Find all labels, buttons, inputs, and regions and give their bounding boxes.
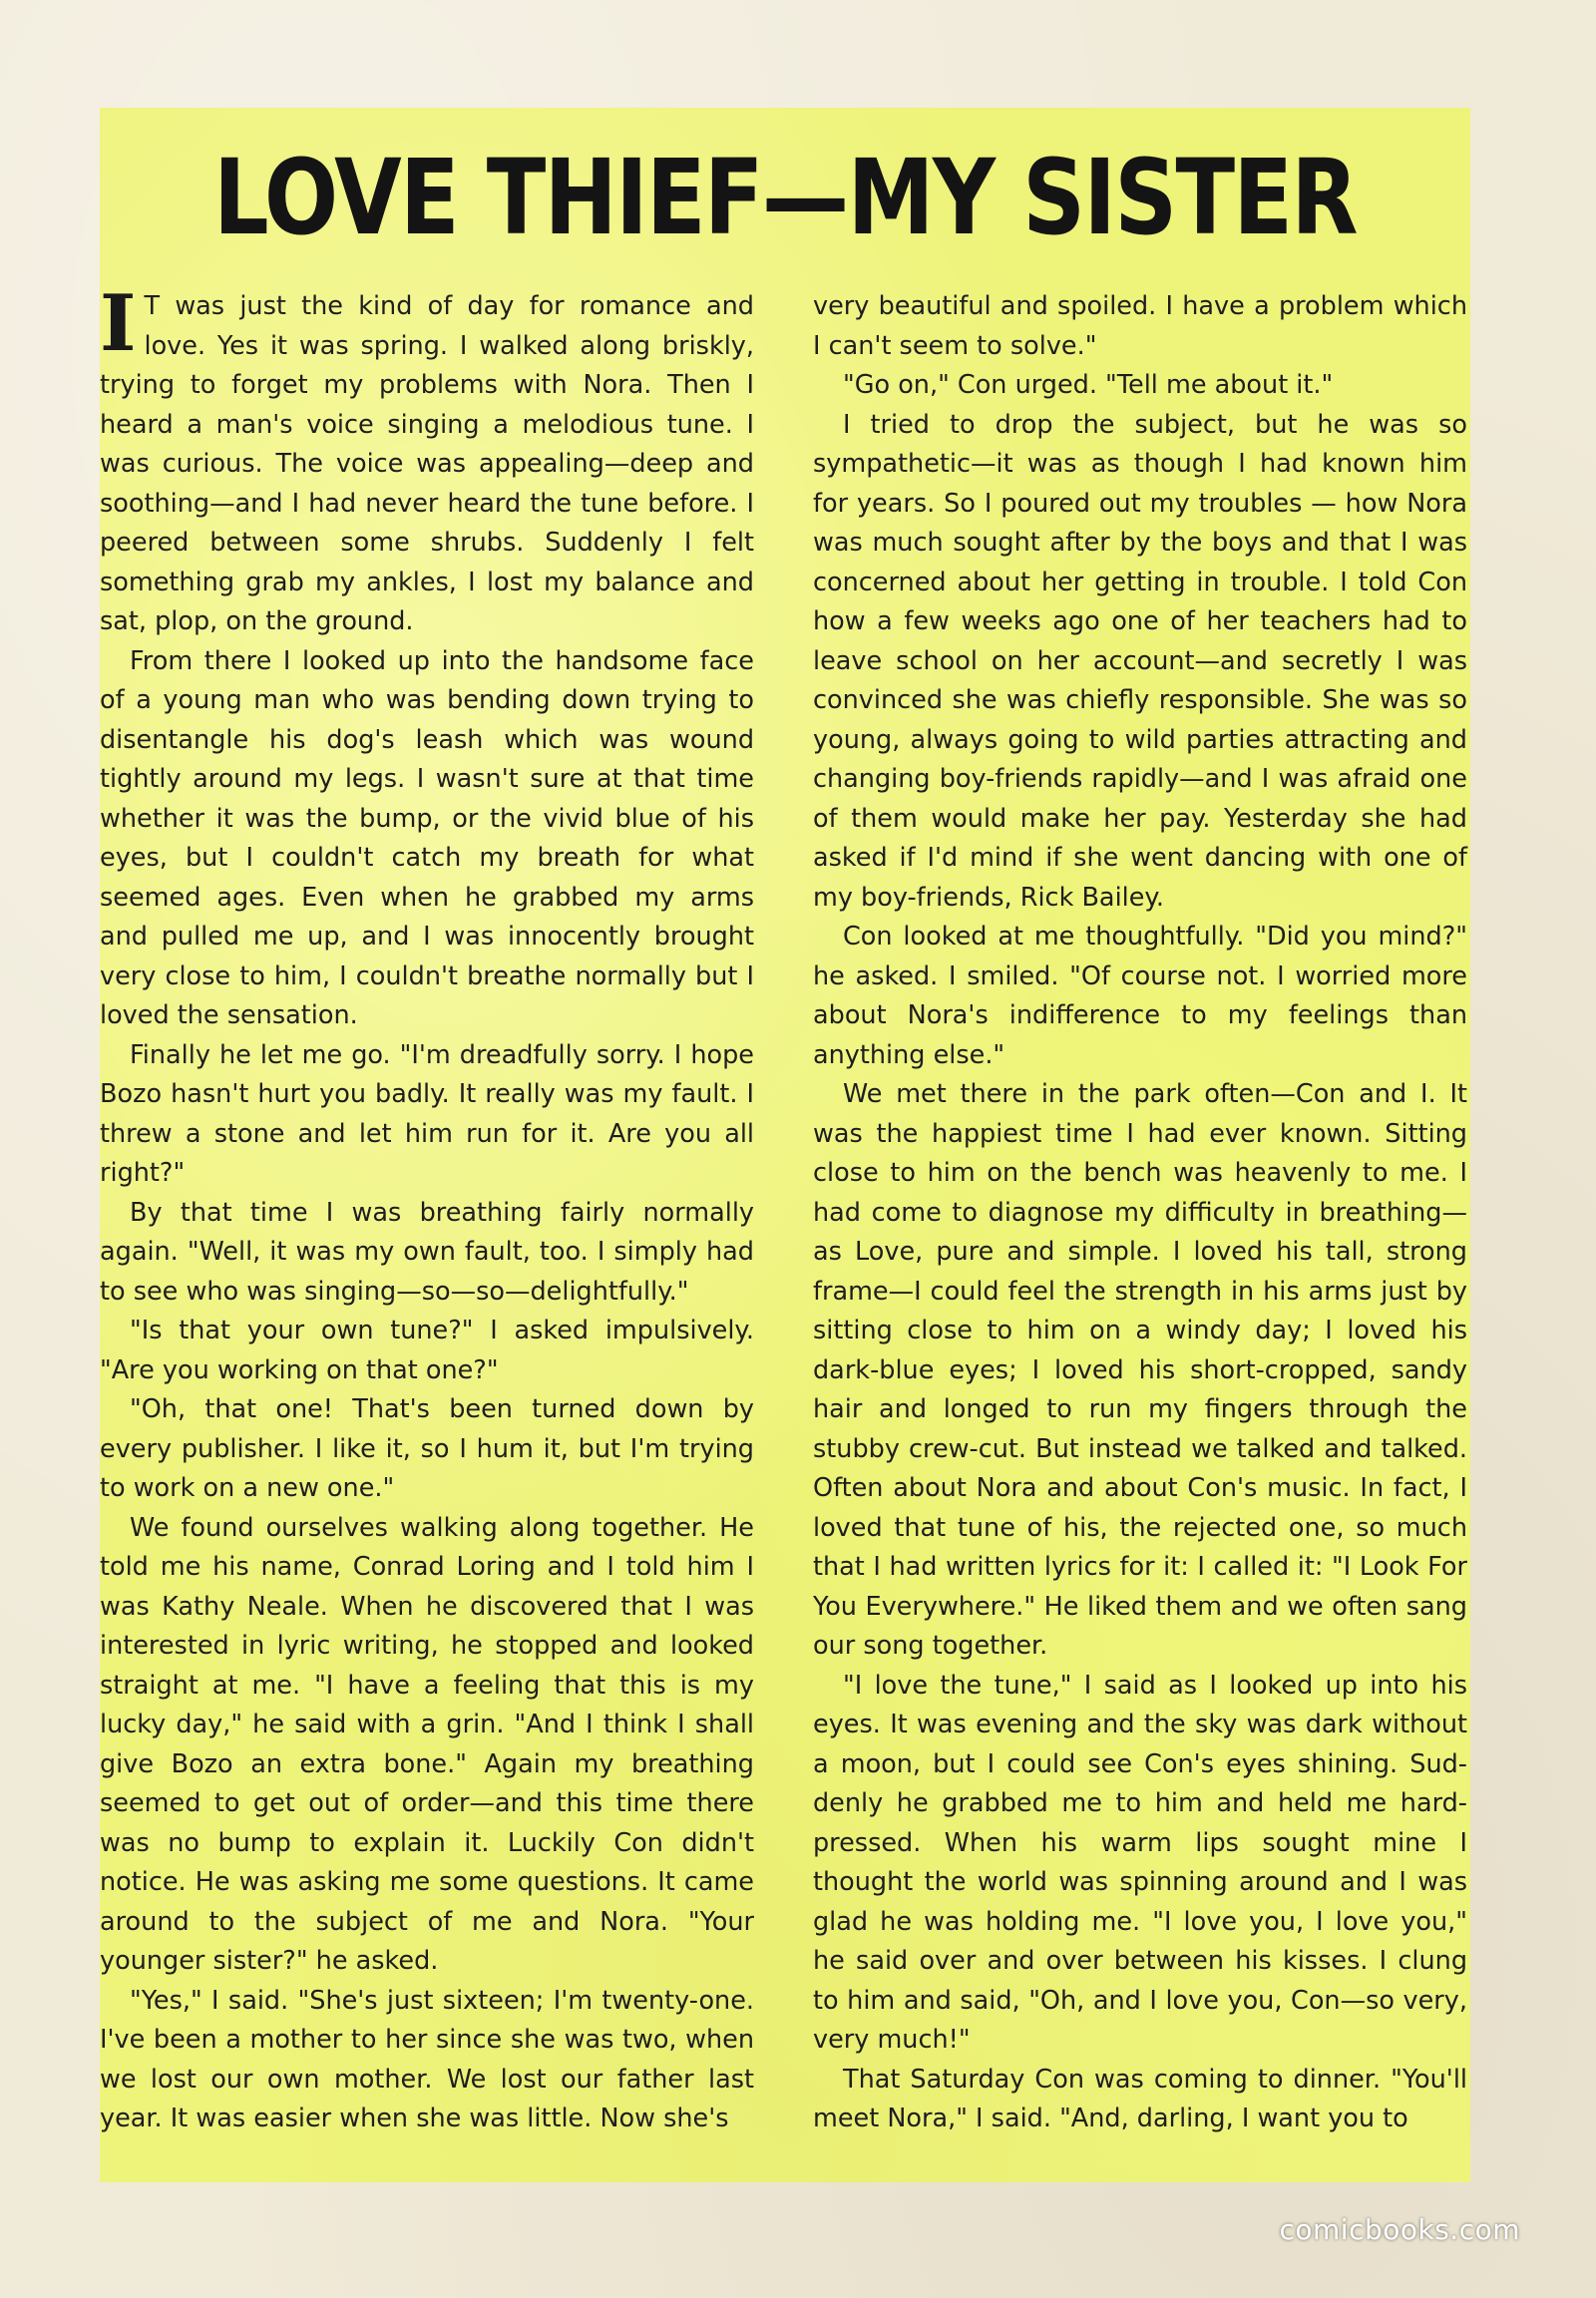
paragraph-1: [100, 278, 754, 642]
paragraph-5: "Is that your own tune?" I asked impulsively. "Are you working on that one?": [100, 1316, 754, 1385]
story-title: LOVE THIEF—MY SISTER: [213, 137, 1357, 258]
paragraph-3: Finally he let me go. "I'm dreadfully sorry. I hope Bozo hasn't hurt you badly. It really was my fault. I threw a stone and let him run for it. Are you all right?": [100, 1039, 754, 1188]
paragraph-6: "Oh, that one! That's been turned down by every publisher. I like it, so I hum it, but I'm trying to work on a new one.": [100, 1394, 754, 1503]
left-column: [100, 278, 754, 2162]
paragraph-15: That Saturday Con was coming to dinner. "You'll meet Nora," I said. "And, darling, I want you to: [813, 2064, 1467, 2133]
paragraph-8: "Yes," I said. "She's just sixteen; I'm twenty-one. I've been a mother to her since she was two, when we lost our own mother. We lost our father last year. It was easier when she was little. Now she's: [100, 1985, 754, 2133]
right-column: [813, 287, 1467, 2162]
paragraph-4: By that time I was breathing fairly normally again. "Well, it was my own fault, too. I simply had to see who was singing—so—so—delightfully.": [100, 1197, 754, 1307]
paragraph-1-text: T was just the kind of day for romance and love. Yes it was spring. I walked along briskly, trying to forget my problems with Nora. Then I heard a man's voice singing a melodious tune. I was curious. The voice was appealing—deep and soothing—and I had never heard the tune before. I peered between some shrubs. Suddenly I felt something grab my ankles, I lost my balance and sat, plop, on the ground.: [100, 291, 754, 636]
paragraph-9: very beautiful and spoiled. I have a problem which I can't seem to solve.": [813, 291, 1467, 361]
paragraph-12: Con looked at me thoughtfully. "Did you mind?" he asked. I smiled. "Of course not. I worried more about Nora's indifference to my feelings than anything else.": [813, 922, 1467, 1070]
paragraph-13: We met there in the park often—Con and I. It was the happiest time I had ever known. Sitting close to him on the bench was heavenly to me. I had come to diagnose my difficulty in breathing—as Love, pure and simple. I loved his tall, strong frame—I could feel the strength in his arms just by sitting close to him on a windy day; I loved his dark-blue eyes; I loved his short-cropped, sandy hair and longed to run my fingers through the stubby crew-cut. But instead we talked and talked. Often about Nora and about Con's music. In fact, I loved that tune of his, the rejected one, so much that I had written lyrics for it: I called it: "I Look For You Everywhere." He liked them and we often sang our song together.: [813, 1079, 1467, 1661]
paragraph-2: From there I looked up into the handsome face of a young man who was bending down trying to disentangle his dog's leash which was wound tightly around my legs. I wasn't sure at that time whether it was the bump, or the vivid blue of his eyes, but I couldn't catch my breath for what seemed ages. Even when he grabbed my arms and pulled me up, and I was innocently brought very close to him, I couldn't breathe normally but I loved the sensation.: [100, 645, 754, 1030]
paragraph-7: We found ourselves walking along together. He told me his name, Conrad Loring and I told him I was Kathy Neale. When he discovered that I was interested in lyric writing, he stopped and looked straight at me. "I have a feeling that this is my lucky day," he said with a grin. "And I think I shall give Bozo an extra bone." Again my breathing seemed to get out of order—and this time there was no bump to explain it. Luckily Con didn't notice. He was asking me some questions. It came around to the subject of me and Nora. "Your younger sister?" he asked.: [100, 1512, 754, 1976]
paragraph-14: "I love the tune," I said as I looked up into his eyes. It was evening and the sky was dark without a moon, but I could see Con's eyes shining. Suddenly he grabbed me to him and held me hard-pressed. When his warm lips sought mine I thought the world was spinning around and I was glad he was holding me. "I love you, I love you," he said over and over between his kisses. I clung to him and said, "Oh, and I love you, Con—so very, very much!": [813, 1670, 1467, 2055]
paragraph-10: "Go on," Con urged. "Tell me about it.": [843, 370, 1334, 400]
watermark: comicbooks.com: [1279, 2213, 1520, 2246]
drop-cap: I: [100, 278, 137, 369]
paragraph-11: I tried to drop the subject, but he was so sympathetic—it was as though I had known him for years. So I poured out my troubles — how Nora was much sought after by the boys and that I was concerned about her getting in trouble. I told Con how a few weeks ago one of her teachers had to leave school on her account—and secretly I was convinced she was chiefly responsible. She was so young, always going to wild parties attracting and changing boy-friends rapidly—and I was afraid one of them would make her pay. Yesterday she had asked if I'd mind if she went dancing with one of my boy-friends, Rick Bailey.: [813, 409, 1467, 913]
